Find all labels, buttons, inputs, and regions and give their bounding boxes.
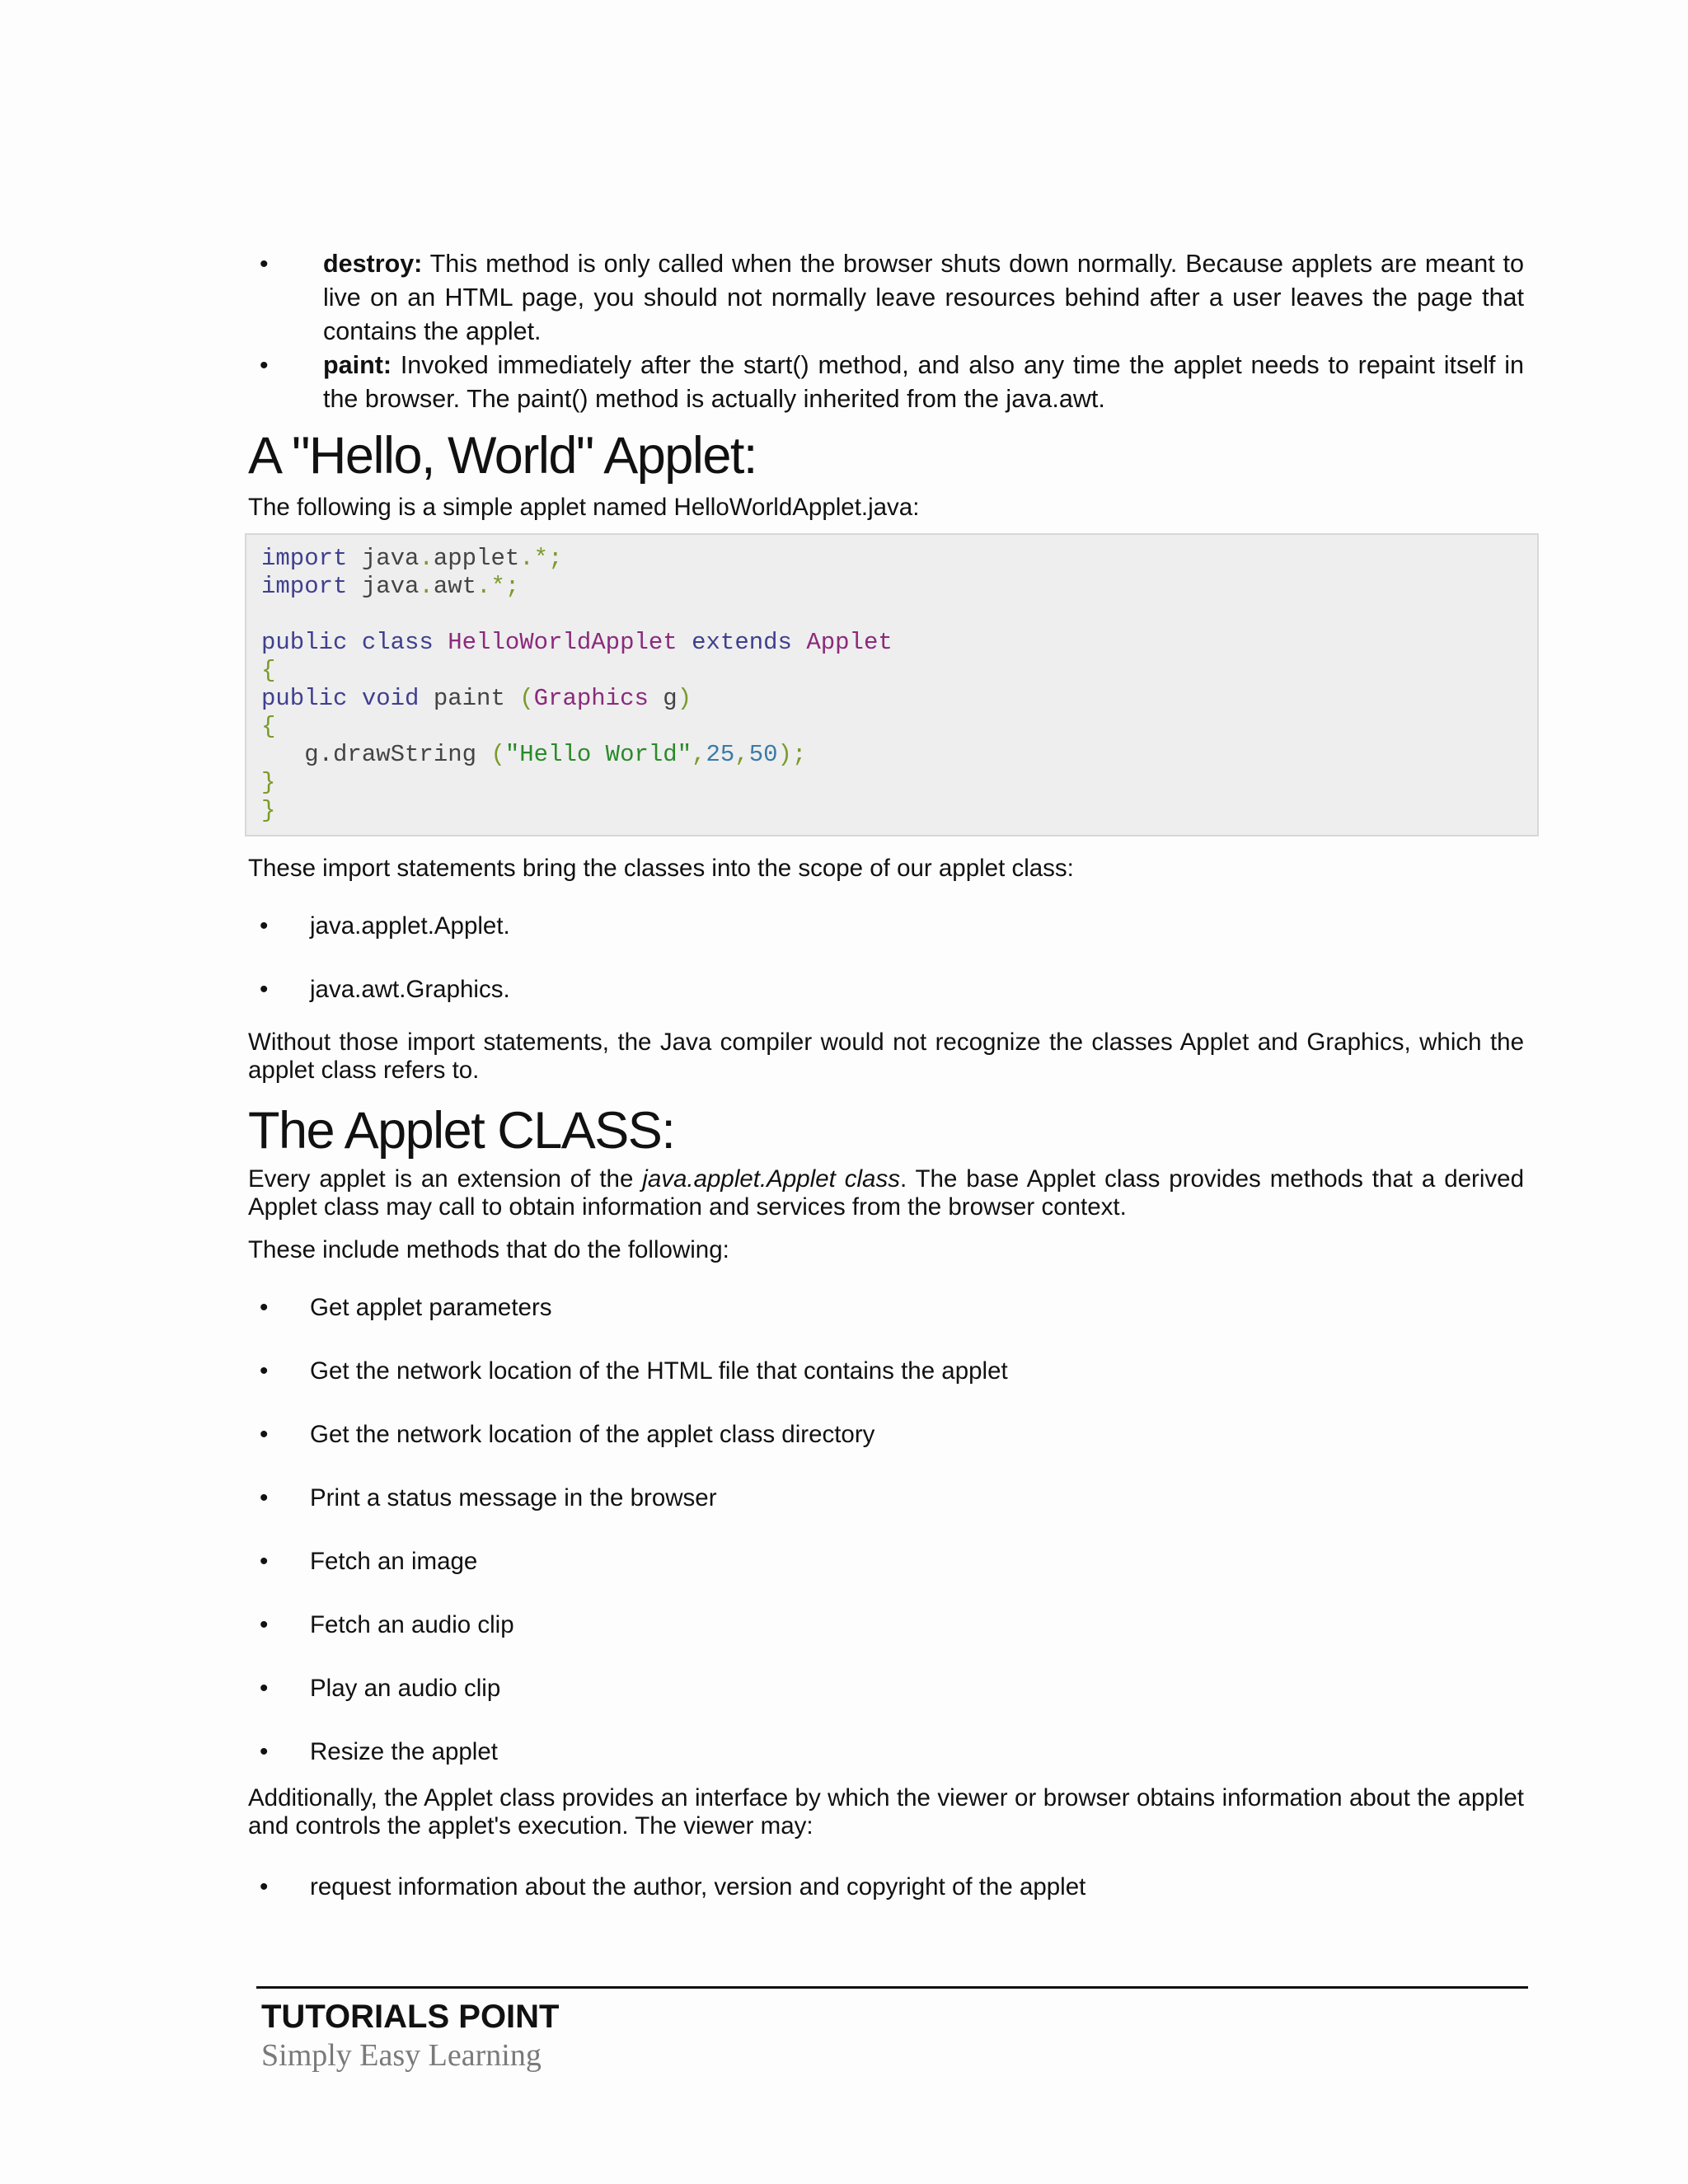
paragraph: These import statements bring the classes into the scope of our applet class:	[248, 855, 1074, 882]
bullet-icon: •	[260, 352, 269, 379]
term-description: Invoked immediately after the start() method, and also any time the applet needs to repaint itself in the browser. The paint() method is actually inherited from the java.awt.	[323, 351, 1524, 413]
list-item: • Fetch an image	[260, 1548, 478, 1575]
bullet-icon: •	[260, 1873, 269, 1900]
bullet-icon: •	[260, 1421, 269, 1448]
paragraph: Additionally, the Applet class provides an interface by which the viewer or browser obtains information about the applet and controls the applet's execution. The viewer may:	[248, 1784, 1524, 1840]
list-item: • Resize the applet	[260, 1738, 498, 1765]
list-item: • java.awt.Graphics.	[260, 976, 510, 1003]
bullet-icon: •	[260, 1357, 269, 1385]
term: destroy:	[323, 250, 423, 278]
page-content	[248, 247, 1524, 1901]
bullet-icon: •	[260, 1611, 269, 1638]
bullet-icon: •	[260, 1294, 269, 1321]
list-item: • Play an audio clip	[260, 1675, 501, 1702]
bullet-icon: •	[260, 976, 269, 1003]
paragraph: These include methods that do the following:	[248, 1236, 729, 1263]
list-item	[248, 247, 1524, 349]
list-item: • Print a status message in the browser	[260, 1484, 717, 1511]
list-item: • java.applet.Applet.	[260, 912, 510, 940]
bullet-icon: •	[260, 251, 269, 278]
term: paint:	[323, 351, 392, 379]
method-list	[248, 247, 1524, 416]
bullet-icon: •	[260, 1675, 269, 1702]
paragraph: Every applet is an extension of the java.applet.Applet class. The base Applet class provides methods that a derived Applet class may call to obtain information and services from the browser context.	[248, 1165, 1524, 1221]
paragraph: Without those import statements, the Java compiler would not recognize the classes Applet and Graphics, which the applet class refers to.	[248, 1029, 1524, 1084]
paragraph: The following is a simple applet named HelloWorldApplet.java:	[248, 494, 920, 521]
bullet-icon: •	[260, 912, 269, 940]
applet-methods-list	[248, 1294, 1524, 1766]
bullet-icon: •	[260, 1738, 269, 1765]
footer-subtitle: Simply Easy Learning	[261, 2038, 542, 2073]
section-heading: A "Hello, World" Applet:	[248, 427, 757, 485]
list-item: • Get the network location of the HTML file that contains the applet	[260, 1357, 1008, 1385]
footer-divider	[256, 1986, 1528, 1989]
list-item: • Get applet parameters	[260, 1294, 552, 1321]
bullet-icon: •	[260, 1548, 269, 1575]
term-description: This method is only called when the browser shuts down normally. Because applets are meant to live on an HTML page, you should not normally leave resources behind after a user leaves the page that contains the applet.	[323, 250, 1524, 345]
import-list	[248, 912, 1524, 1004]
footer-title: TUTORIALS POINT	[261, 1999, 560, 2035]
section-heading: The Applet CLASS:	[248, 1102, 675, 1160]
viewer-list	[248, 1873, 1524, 1901]
list-item	[248, 349, 1524, 416]
bullet-icon: •	[260, 1484, 269, 1511]
list-item: • request information about the author, version and copyright of the applet	[260, 1873, 1086, 1900]
code-block: import java.applet.*; import java.awt.*; public class HelloWorldApplet extends Applet { public void paint (Graphics g) { g.drawString ("Hello World",25,50); } }	[245, 533, 1539, 837]
list-item: • Fetch an audio clip	[260, 1611, 514, 1638]
list-item: • Get the network location of the applet class directory	[260, 1421, 875, 1448]
